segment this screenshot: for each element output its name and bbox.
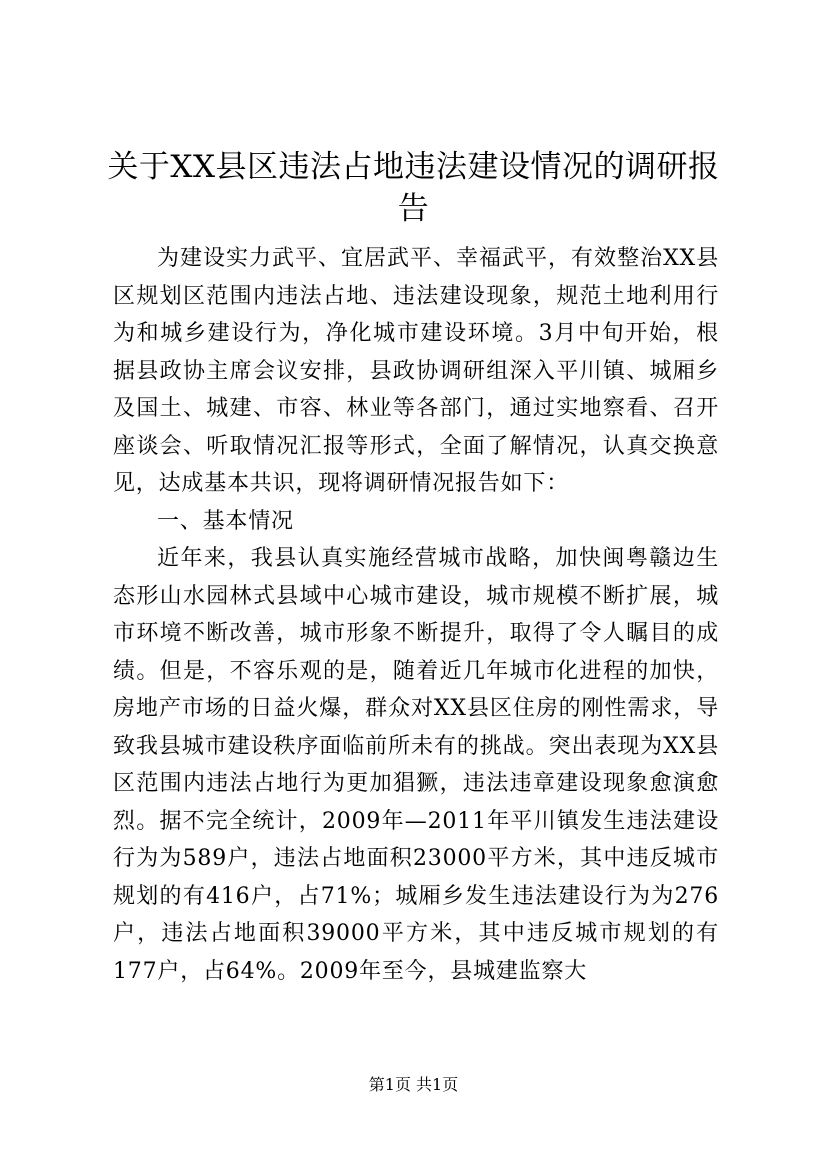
section-heading-basic-situation: 一、基本情况: [157, 508, 294, 534]
document-body: [113, 240, 719, 990]
paragraph-intro: 为建设实力武平、宜居武平、幸福武平，有效整治XX县区规划区范围内违法占地、违法建设现象，规范土地利用行为和城乡建设行为，净化城市建设环境。3月中旬开始，根据县政协主席会议安排，县政协调研组深入平川镇、城厢乡及国土、城建、市容、林业等各部门，通过实地察看、召开座谈会、听取情况汇报等形式，全面了解情况，认真交换意见，达成基本共识，现将调研情况报告如下：: [113, 246, 719, 496]
page-footer: 第1页 共1页: [368, 1075, 459, 1094]
document-title: 关于XX县区违法占地违法建设情况的调研报告: [107, 149, 720, 227]
paragraph-basic-situation: 近年来，我县认真实施经营城市战略，加快闽粤赣边生态形山水园林式县域中心城市建设，城市规模不断扩展，城市环境不断改善，城市形象不断提升，取得了令人瞩目的成绩。但是，不容乐观的是，随着近几年城市化进程的加快，房地产市场的日益火爆，群众对XX县区住房的刚性需求，导致我县城市建设秩序面临前所未有的挑战。突出表现为XX县区范围内违法占地行为更加猖獗，违法违章建设现象愈演愈烈。据不完全统计，2009年—2011年平川镇发生违法建设行为为589户，违法占地面积23000平方米，其中违反城市规划的有416户，占71%；城厢乡发生违法建设行为为276户，违法占地面积39000平方米，其中违反城市规划的有177户，占64%。2009年至今，县城建监察大: [113, 546, 719, 984]
